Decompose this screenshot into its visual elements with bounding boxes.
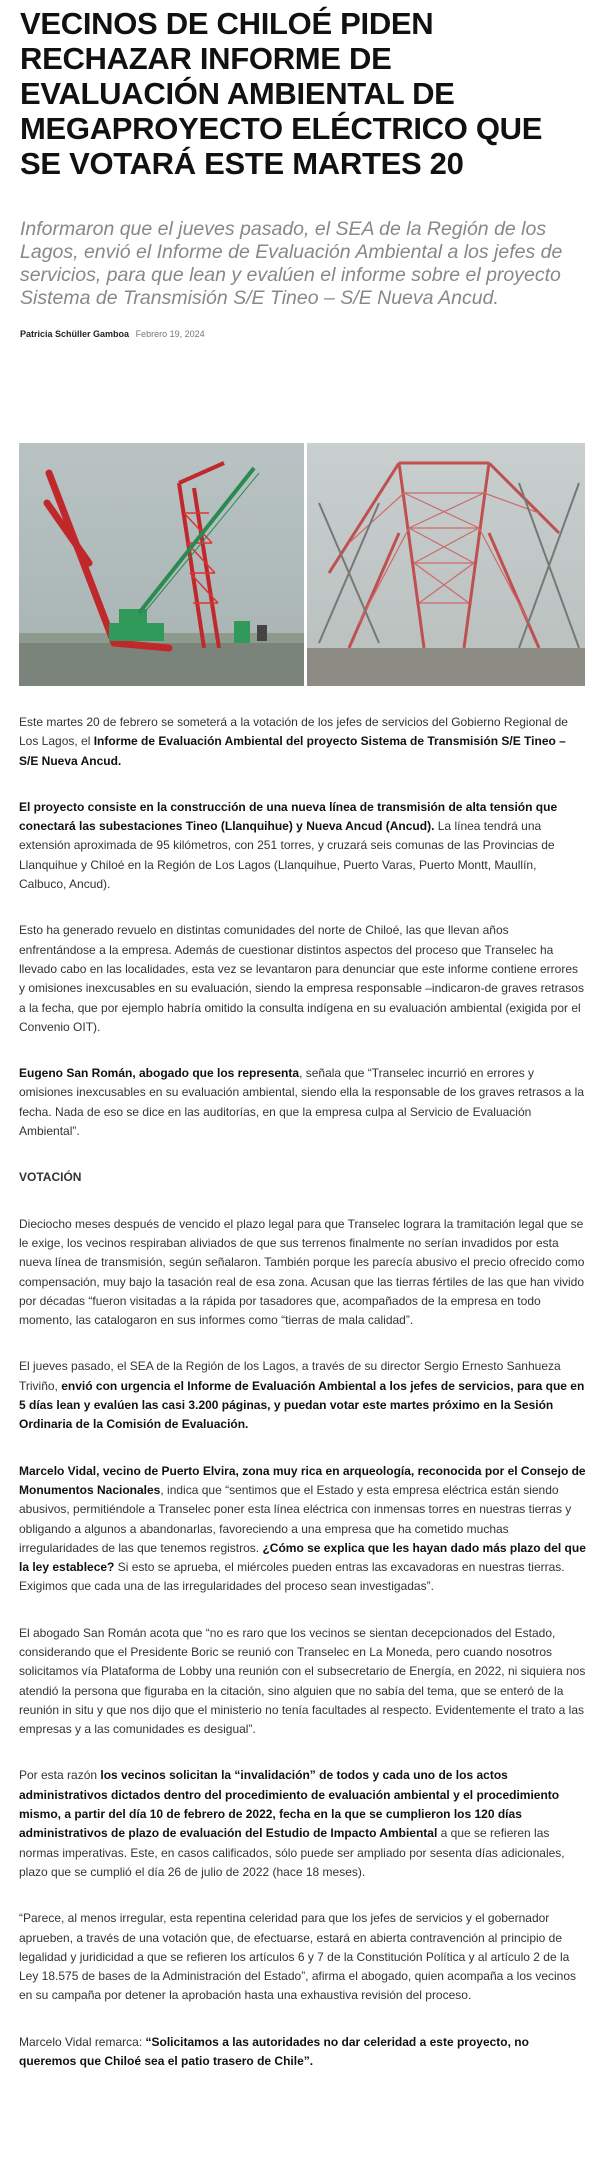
publish-date: Febrero 19, 2024 <box>135 329 205 339</box>
paragraph-9: Por esta razón los vecinos solicitan la “invalidación” de todos y cada uno de los actos administrativos dictados dentro del procedimiento de evaluación ambiental y el procedimiento mismo, a partir del día 10 de febrero de 2022, fecha en la que se cumplieron los 120 días administrativos de plazo de evaluación del Estudio de Impacto Ambiental a que se refieren las normas imperativas. Este, en casos calificados, sólo puede ser ampliado por sesenta días adicionales, plazo que se cumplió el día 26 de julio de 2022 (hace 18 meses). <box>19 1768 565 1879</box>
paragraph-1: Este martes 20 de febrero se someterá a la votación de los jefes de servicios del Gobierno Regional de Los Lagos, el Informe de Evaluación Ambiental del proyecto Sistema de Transmisión S/E Tineo – S/E Nueva Ancud. <box>19 715 568 768</box>
paragraph-10: “Parece, al menos irregular, esta repentina celeridad para que los jefes de servicios y el gobernador aprueben, a través de una votación que, de efectuarse, estará en abierta contravención al principio de legalidad y juridicidad a que se refieren los artículos 6 y 7 de la Constitución Política y al artículo 2 de la Ley 18.575 de bases de la Administración del Estado”, afirma el abogado, quien acompaña a los vecinos en su campaña por detener la aprobación hasta una exhaustiva revisión del proceso. <box>19 1911 577 2003</box>
paragraph-11: Marcelo Vidal remarca: “Solicitamos a las autoridades no dar celeridad a este proyecto, no queremos que Chiloé sea el patio trasero de Chile”. <box>19 2034 529 2069</box>
paragraph-6: El jueves pasado, el SEA de la Región de los Lagos, a través de su director Sergio Ernesto Sanhueza Triviño, envió con urgencia el Informe de Evaluación Ambiental a los jefes de servicios, para que en 5 días lean y evalúen las casi 3.200 páginas, y puedan votar este martes próximo en la Sesión Ordinaria de la Comisión de Evaluación. <box>19 1359 585 1432</box>
paragraph-4: Eugeno San Román, abogado que los representa, señala que “Transelec incurrió en errores y omisiones inexcusables en su evaluación ambiental, siendo ella la responsable de los graves retrasos a la fecha. Nada de eso se dice en las auditorías, en que la empresa culpa al Servicio de Evaluación Ambiental”. <box>19 1066 584 1139</box>
author-link[interactable]: Patricia Schüller Gamboa <box>20 329 130 339</box>
section-heading: VOTACIÓN <box>19 1170 82 1185</box>
article-body <box>19 713 587 2098</box>
transmission-towers-photo-icon <box>19 443 585 686</box>
hero-image <box>19 443 585 686</box>
paragraph-7: Marcelo Vidal, vecino de Puerto Elvira, zona muy rica en arqueología, reconocida por el Consejo de Monumentos Nacionales, indica que “sentimos que el Estado y esta empresa eléctrica están siendo abusivos, permitiéndole a Transelec poner esta línea eléctrica con inmensas torres en nuestras tierras y obligando a algunos a abandonarlas, favoreciendo a una empresa que ha cometido muchas irregularidades de las que tenemos registros. ¿Cómo se explica que les hayan dado más plazo del que la ley establece? Si esto se aprueba, el miércoles pueden entras las excavadoras en nuestras tierras. Exigimos que cada una de las irregularidades del proceso sean investigadas”. <box>19 1463 586 1594</box>
headline: VECINOS DE CHILOÉ PIDEN RECHAZAR INFORME DE EVALUACIÓN AMBIENTAL DE MEGAPROYECTO ELÉCTRICO QUE SE VOTARÁ ESTE MARTES 20 <box>20 6 543 181</box>
byline <box>20 329 205 339</box>
paragraph-5: Dieciocho meses después de vencido el plazo legal para que Transelec lograra la tramitación legal que se le exige, los vecinos respiraban aliviados de que sus terrenos finalmente no serían invadidos por esta nueva línea de transmisión, según señalaron. También porque les parecía abusivo el precio ofrecido como compensación, muy bajo la tasación real de esa zona. Acusan que las tierras fértiles de las que han vivido por décadas “fueron visitadas a la rápida por tasadores que, acompañados de la empresa en todo momento, las catalogaron en sus informes como “tierras de mala calidad”. <box>19 1216 585 1328</box>
paragraph-2: El proyecto consiste en la construcción de una nueva línea de transmisión de alta tensión que conectará las subestaciones Tineo (Llanquihue) y Nueva Ancud (Ancud). La línea tendrá una extensión aproximada de 95 kilómetros, con 251 torres, y cruzará seis comunas de las Provincias de Llanquihue y Chiloé en la Región de Los Lagos (Llanquihue, Puerto Varas, Puerto Montt, Maullín, Calbuco, Ancud). <box>19 799 558 892</box>
paragraph-8: El abogado San Román acota que “no es raro que los vecinos se sientan decepcionados del Estado, considerando que el Presidente Boric se reunió con Transelec en La Moneda, pero cuando nosotros solicitamos vía Plataforma de Lobby una reunión con el subsecretario de Energía, en 2022, ni siquiera nos atendió la persona que figuraba en la citación, sino alguien que no sabía del tema, que se enteró de la reunión in situ y que nos dijo que el ministerio no tenía facultades al respecto. Evidentemente el trato a las empresas y a las comunidades es desigual”. <box>19 1625 586 1737</box>
paragraph-3: Esto ha generado revuelo en distintas comunidades del norte de Chiloé, las que llevan años enfrentándose a la empresa. Además de cuestionar distintos aspectos del proceso que Transelec ha llevado cabo en las localidades, esta vez se levantaron para denunciar que este informe contiene errores y omisiones inexcusables en su evaluación, siendo la empresa responsable –indicaron-de graves retrasos a la fecha, que por ejemplo habría omitido la consulta indígena en su evaluación ambiental (exigida por el Convenio OIT). <box>19 923 584 1034</box>
subtitle: Informaron que el jueves pasado, el SEA de la Región de los Lagos, envió el Informe de Evaluación Ambiental a los jefes de servicios, para que lean y evalúen el informe sobre el proyecto Sistema de Transmisión S/E Tineo – S/E Nueva Ancud. <box>20 218 563 309</box>
